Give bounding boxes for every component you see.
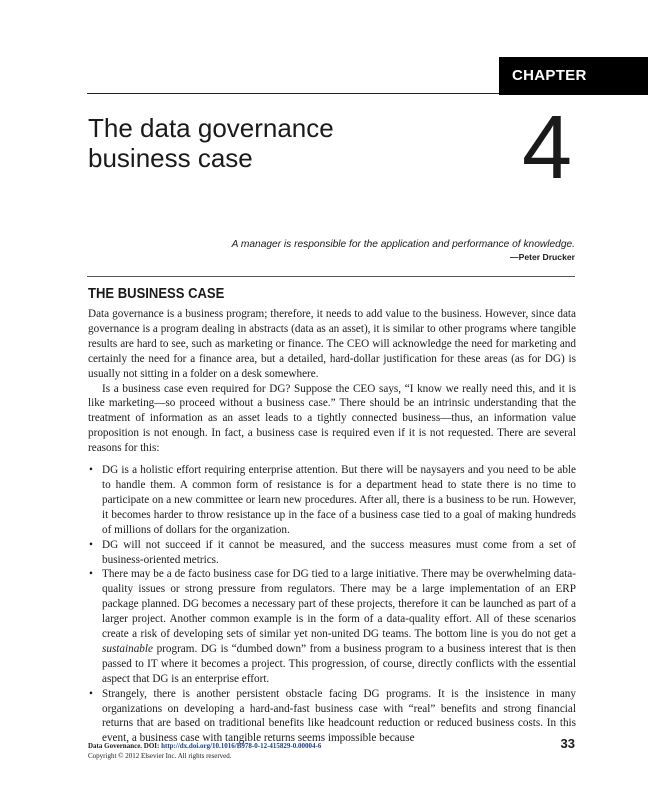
list-item bbox=[88, 538, 576, 568]
paragraph-2: Is a business case even required for DG? Suppose the CEO says, “I know we really need this, and it is like marketing—so proceed without a business case.” There should be an intrinsic understanding that the treatment of information as an asset leads to a tightly connected business—thus, an information value proposition is not enough. In fact, a business case is required even if it is not requested. There are several reasons for this: bbox=[88, 382, 576, 455]
epigraph-author: —Peter Drucker bbox=[510, 252, 575, 262]
list-item-text-part-2: program. DG is “dumbed down” from a business program to a business interest that is then passed to IT where it becomes a project. This progression, of course, directly conflicts with the essential aspect that DG is an enterprise effort. bbox=[102, 642, 576, 685]
chapter-label-box bbox=[499, 57, 648, 95]
chapter-label: CHAPTER bbox=[512, 67, 587, 84]
list-item-text: DG will not succeed if it cannot be measured, and the success measures must come from a set of business-oriented metrics. bbox=[102, 538, 576, 566]
footer bbox=[88, 741, 321, 761]
chapter-title bbox=[88, 113, 468, 173]
emphasis-sustainable: sustainable bbox=[102, 642, 153, 655]
book-title: Data Governance. bbox=[88, 742, 143, 750]
list-item bbox=[88, 567, 576, 686]
copyright: Copyright © 2012 Elsevier Inc. All rights reserved. bbox=[88, 752, 232, 760]
epigraph bbox=[232, 238, 575, 264]
bullet-icon: • bbox=[89, 538, 93, 551]
chapter-number: 4 bbox=[522, 98, 573, 198]
list-item-text: Strangely, there is another persistent obstacle facing DG programs. It is the insistence in many organizations on developing a hard-and-fast business case with “real” benefits and strong financial returns that are based on traditional benefits like headcount reduction or reduced business costs. In this event, a business case with tangible returns seems impossible because bbox=[102, 687, 576, 745]
list-item-text: DG is a holistic effort requiring enterprise attention. But there will be naysayers and you need to be able to handle them. A common form of resistance is for a department head to state there is no time to participate on a new committee or learn new procedures. After all, there is a business to be run. However, it becomes harder to throw resistance up in the face of a business case tied to a goal of making hundreds of millions of dollars for the organization. bbox=[102, 464, 576, 536]
reasons-list bbox=[88, 463, 576, 746]
list-item bbox=[88, 687, 576, 747]
list-item-text-part-1: There may be a de facto business case for DG tied to a large initiative. There may be overwhelming data-quality issues or strong pressure from regulators. There may be a large implementation of an ERP package planned. DG becomes a necessary part of these projects, therefore it can be launched as part of a larger project. Another common example is in the form of a data-quality effort. All of these scenarios create a risk of developing sets of similar yet non-united DG teams. The bottom line is you do not get a bbox=[102, 568, 576, 641]
doi-link[interactable]: http://dx.doi.org/10.1016/B978-0-12-415829-0.00004-6 bbox=[161, 742, 322, 750]
section-heading: THE BUSINESS CASE bbox=[88, 286, 225, 302]
doi-line bbox=[88, 741, 321, 751]
body-text bbox=[88, 307, 576, 746]
chapter-title-line-1: The data governance bbox=[88, 113, 334, 143]
doi-label: DOI: bbox=[143, 742, 160, 750]
top-rule bbox=[87, 93, 499, 94]
section-rule bbox=[87, 276, 575, 277]
page-number: 33 bbox=[560, 736, 575, 751]
list-item bbox=[88, 463, 576, 538]
paragraph-1: Data governance is a business program; therefore, it needs to add value to the business. However, since data governance is a program dealing in abstracts (data as an asset), it is similar to other programs where tangible results are hard to see, such as marketing or finance. The CEO will acknowledge the need for marketing and certainly the need for a finance area, but a detailed, hard-dollar justification for these areas (as for DG) is usually not sitting in a folder on a desk somewhere. bbox=[88, 308, 576, 380]
chapter-title-line-2: business case bbox=[88, 143, 253, 173]
bullet-icon: • bbox=[89, 464, 93, 477]
epigraph-text: A manager is responsible for the application and performance of knowledge. bbox=[231, 239, 575, 250]
bullet-icon: • bbox=[89, 568, 93, 581]
bullet-icon: • bbox=[89, 687, 93, 700]
